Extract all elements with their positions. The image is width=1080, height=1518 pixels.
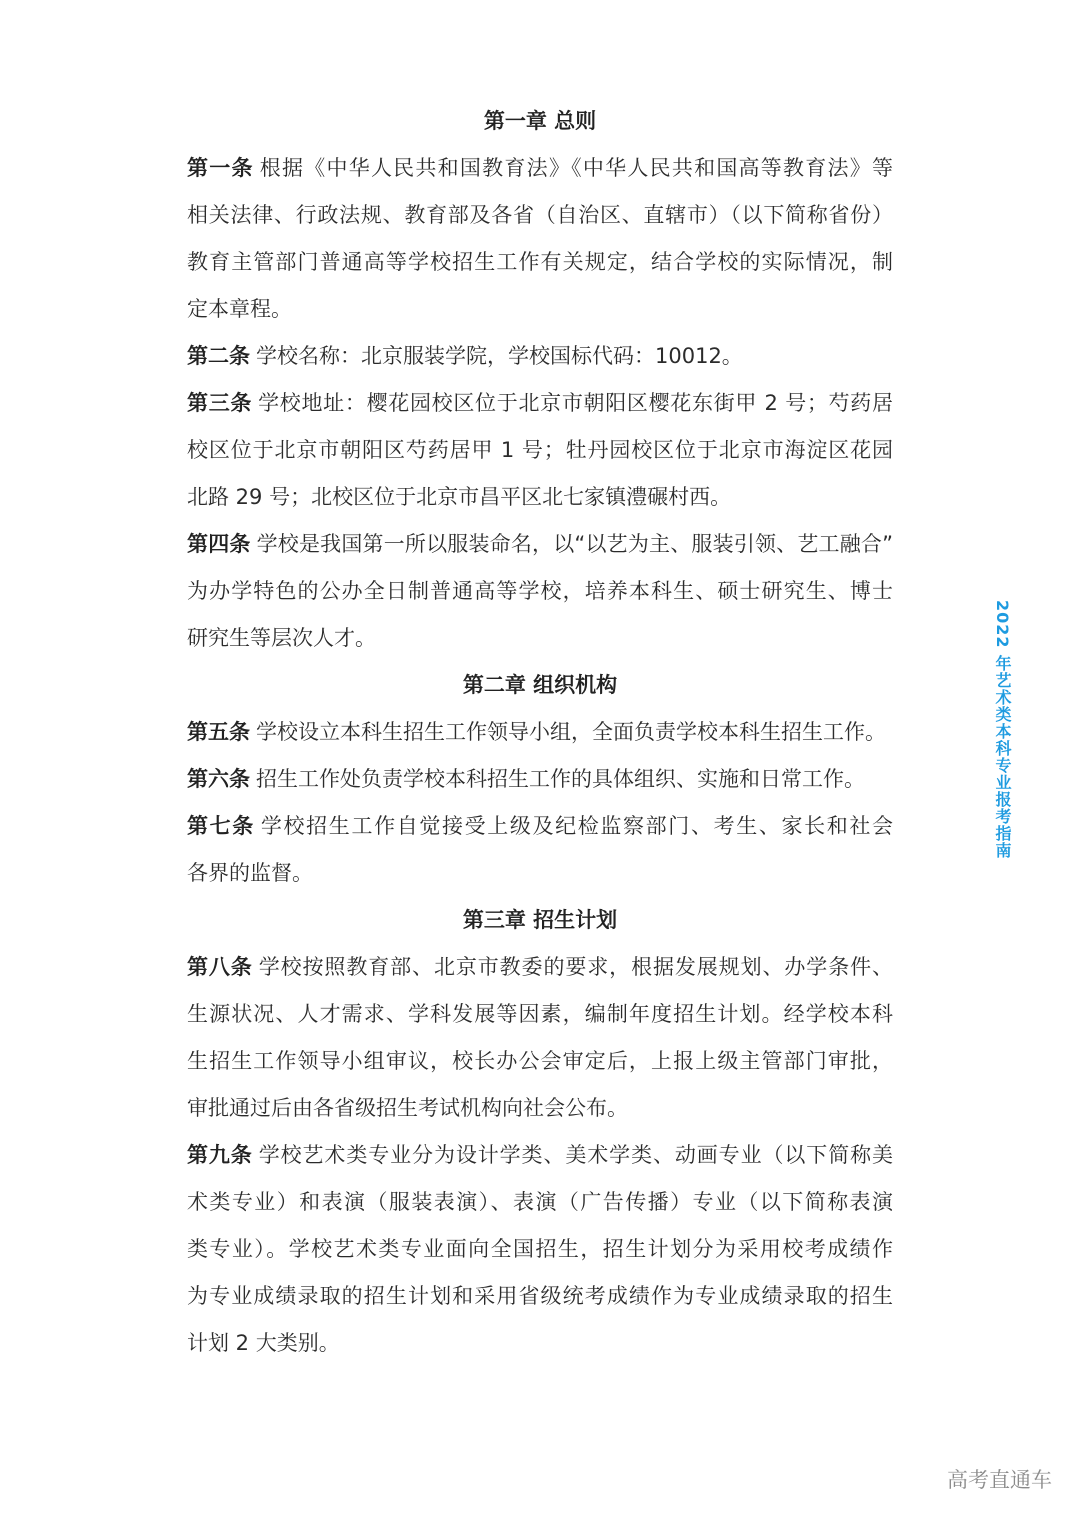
- article-text: 北路 29 号；北校区位于北京市昌平区北七家镇澧碾村西。: [187, 485, 732, 509]
- article-label: 第六条: [187, 767, 250, 791]
- article-line: [187, 991, 893, 1038]
- article-label: 第四条: [187, 532, 251, 556]
- chapter-heading: 第二章 组织机构: [462, 673, 618, 697]
- article-line: [187, 709, 893, 756]
- article-line: [187, 1273, 893, 1320]
- article-line: [187, 1038, 893, 1085]
- article-text: 学校名称：北京服装学院，学校国标代码：10012。: [256, 344, 743, 368]
- article-line: [187, 1179, 893, 1226]
- article-text: 学校设立本科生招生工作领导小组，全面负责学校本科生招生工作。: [256, 720, 886, 744]
- article-line: [187, 192, 893, 239]
- article-line: [187, 803, 893, 850]
- article-line: [187, 286, 893, 333]
- article-line: [187, 1226, 893, 1273]
- article-label: 第一条: [187, 156, 254, 180]
- watermark: 高考直通车: [947, 1468, 1052, 1492]
- article-line: [187, 521, 893, 568]
- side-title: 2022 年艺术类本科专业报考指南: [993, 600, 1012, 860]
- article-line: [187, 615, 893, 662]
- article-label: 第三条: [187, 391, 253, 415]
- article-text: 类专业）。学校艺术类专业面向全国招生，招生计划分为采用校考成绩作: [187, 1237, 893, 1261]
- article-line: [187, 333, 893, 380]
- article-text: 审批通过后由各省级招生考试机构向社会公布。: [187, 1096, 628, 1120]
- article-text: 各界的监督。: [187, 861, 313, 885]
- article-line: [187, 380, 893, 427]
- article-label: 第五条: [187, 720, 250, 744]
- article-line: [187, 427, 893, 474]
- article-text: 学校是我国第一所以服装命名，以“以艺为主、服装引领、艺工融合”: [256, 532, 893, 556]
- article-text: 生源状况、人才需求、学科发展等因素，编制年度招生计划。经学校本科: [187, 1002, 893, 1026]
- article-line: [187, 239, 893, 286]
- article-text: 教育主管部门普通高等学校招生工作有关规定，结合学校的实际情况，制: [187, 250, 893, 274]
- article-text: 学校地址：樱花园校区位于北京市朝阳区樱花东街甲 2 号；芍药居: [258, 391, 893, 415]
- article-text: 招生工作处负责学校本科招生工作的具体组织、实施和日常工作。: [256, 767, 865, 791]
- article-text: 为专业成绩录取的招生计划和采用省级统考成绩作为专业成绩录取的招生: [187, 1284, 893, 1308]
- article-text: 计划 2 大类别。: [187, 1331, 340, 1355]
- article-text: 学校按照教育部、北京市教委的要求，根据发展规划、办学条件、: [258, 955, 893, 979]
- article-label: 第七条: [187, 814, 255, 838]
- article-text: 术类专业）和表演（服装表演）、表演（广告传播）专业（以下简称表演: [187, 1190, 893, 1214]
- article-text: 生招生工作领导小组审议，校长办公会审定后，上报上级主管部门审批，: [187, 1049, 893, 1073]
- article-line: [187, 756, 893, 803]
- article-line: [187, 944, 893, 991]
- article-text: 研究生等层次人才。: [187, 626, 376, 650]
- article-line: [187, 145, 893, 192]
- article-line: [187, 1085, 893, 1132]
- article-text: 学校招生工作自觉接受上级及纪检监察部门、考生、家长和社会: [260, 814, 893, 838]
- chapter-heading: 第一章 总则: [483, 109, 597, 133]
- article-line: [187, 568, 893, 615]
- article-text: 相关法律、行政法规、教育部及各省（自治区、直辖市）（以下简称省份）: [187, 203, 893, 227]
- article-text: 定本章程。: [187, 297, 292, 321]
- article-line: [187, 1320, 893, 1367]
- document-body: [187, 98, 893, 1367]
- article-line: [187, 850, 893, 897]
- article-label: 第二条: [187, 344, 250, 368]
- article-text: 校区位于北京市朝阳区芍药居甲 1 号；牡丹园校区位于北京市海淀区花园: [187, 438, 893, 462]
- article-line: [187, 474, 893, 521]
- chapter-heading: 第三章 招生计划: [462, 908, 618, 932]
- article-text: 为办学特色的公办全日制普通高等学校，培养本科生、硕士研究生、博士: [187, 579, 893, 603]
- article-text: 学校艺术类专业分为设计学类、美术学类、动画专业（以下简称美: [258, 1143, 893, 1167]
- article-line: [187, 1132, 893, 1179]
- article-label: 第九条: [187, 1143, 253, 1167]
- article-text: 根据《中华人民共和国教育法》《中华人民共和国高等教育法》等: [259, 156, 893, 180]
- article-label: 第八条: [187, 955, 253, 979]
